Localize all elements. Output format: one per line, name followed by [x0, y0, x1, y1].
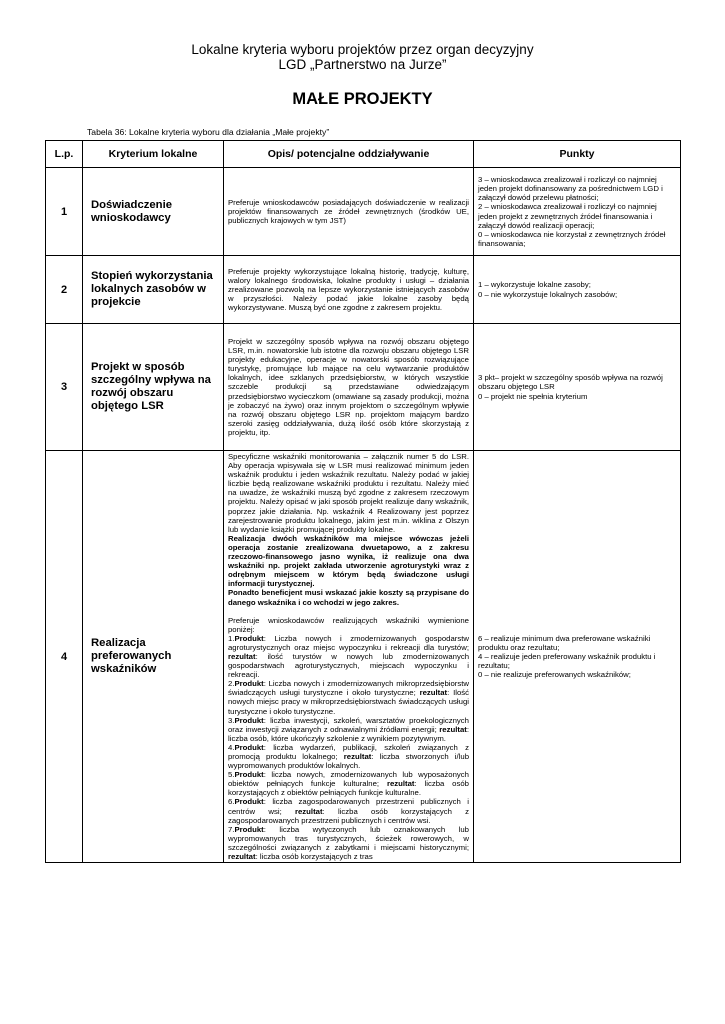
criterion-description: Projekt w szczególny sposób wpływa na rozwój obszaru objętego LSR, m.in. nowatorskie lub istotne dla rozwoju obszaru objętego LSR projekty edukacyjne, operacje w nowatorski sposób rozwiązujące turystykę, promujące lub mające na celu wytwarzanie produktów lokalnych, idee szklanych przedsiębiorstw, w których wszystkie szczeble produkcji są przedstawiane odwiedzającym przedsiębiorstwo wycieczkom (omawiane są zasady produkcji, można je zobaczyć na żywo) oraz innym projektom o szczególnym wpływie na rozwój obszaru objętego LSR np. projektom mającym bardzo szeroki zasięg oddziaływania, dużą ilość osób które skorzystają z projektu, itp.: [224, 324, 474, 451]
criterion-points: [474, 451, 681, 863]
criterion-name: Realizacja preferowanych wskaźników: [83, 451, 224, 863]
table-row: [46, 451, 681, 863]
indicator-rezultat-label: rezultat: [386, 779, 415, 789]
column-header-lp: L.p.: [46, 141, 83, 168]
points-line: 3 pkt– projekt w szczególny sposób wpływa na rozwój obszaru objętego LSR: [478, 373, 663, 392]
points-line: 0 – projekt nie spełnia kryterium: [478, 391, 588, 401]
points-line: 1 – wykorzystuje lokalne zasoby;: [478, 280, 591, 290]
indicator-list: [228, 634, 469, 861]
criterion-name: Doświadczenie wnioskodawcy: [83, 168, 224, 256]
indicator-rezultat-text: : liczba osób korzystających z tras: [255, 852, 373, 862]
page-title: MAŁE PROJEKTY: [292, 90, 433, 108]
points-line: 2 – wnioskodawca zrealizował i rozliczył co najmniej jeden projekt z zewnętrznych źródeł finansowania i załączył dowód realizacji operacji;: [478, 202, 657, 230]
indicator-produkt-label: Produkt: [234, 679, 264, 689]
points-line: 0 – nie realizuje preferowanych wskaźników;: [478, 670, 631, 680]
indicator-item: [228, 634, 469, 679]
indicator-rezultat-text: : liczba osób, które ukończyły szkolenie z wynikiem pozytywnym.: [228, 724, 469, 743]
indicator-produkt-text: : liczba wydarzeń, publikacji, szkoleń związanych z promocją produktu lokalnego;: [228, 742, 469, 761]
row-number: 2: [46, 256, 83, 324]
indicator-produkt-label: Produkt: [234, 797, 264, 807]
indicator-rezultat-text: : Ilość nowych miejsc pracy w mikroprzedsiębiorstwach świadczących usługi turystyczne i około turystyczne.: [228, 688, 469, 716]
indicator-produkt-label: Produkt: [234, 770, 264, 780]
document-header: [0, 42, 725, 72]
indicator-number: 3.: [228, 715, 235, 725]
criterion-description: Preferuje projekty wykorzystujące lokalną historię, tradycję, kulturę, walory lokalnego środowiska, lokalne produkty i usługi – działania zrealizowane pozwolą na lepsze wykorzystanie istniejących zasobów w przyszłości. Należy podać jakie lokalne zasoby będą wykorzystywane. Muszą być one zgodne z zakresem projektu.: [224, 256, 474, 324]
indicator-number: 2.: [228, 679, 235, 689]
indicator-produkt-label: Produkt: [234, 742, 264, 752]
points-line: 6 – realizuje minimum dwa preferowane wskaźniki produktu oraz rezultatu;: [478, 633, 651, 652]
indicator-number: 7.: [228, 824, 235, 834]
header-line-2: LGD „Partnerstwo na Jurze”: [278, 57, 447, 72]
column-header-kryterium: Kryterium lokalne: [83, 141, 224, 168]
table-header-row: [46, 141, 681, 168]
indicator-rezultat-text: : liczba osób korzystających z obiektów pełniących funkcje kulturalne.: [228, 779, 469, 798]
points-line: 0 – wnioskodawca nie korzystał z zewnętrznych źródeł finansowania;: [478, 229, 666, 248]
indicator-number: 4.: [228, 742, 235, 752]
indicator-rezultat-label: rezultat: [343, 752, 372, 761]
indicator-number: 6.: [228, 797, 235, 807]
criterion-points: [474, 324, 681, 451]
indicator-produkt-text: : Liczba nowych i zmodernizowanych gospodarstw agroturystycznych oraz miejsc wypoczynku i rekreacji dla turystów;: [228, 633, 469, 652]
column-header-opis: Opis/ potencjalne oddziaływanie: [224, 141, 474, 168]
indicator-item: [228, 716, 469, 743]
points-line: 4 – realizuje jeden preferowany wskaźnik produktu i rezultatu;: [478, 652, 656, 671]
indicator-produkt-text: : liczba wytyczonych lub oznakowanych lub wypromowanych tras turystycznych, ścieżek rowerowych, w szczególności związanych z zabytkami i miejscami historycznymi;: [228, 824, 469, 852]
description-bold-note: Realizacja dwóch wskaźników ma miejsce wówczas jeżeli operacja zostanie zrealizowana dwuetapowo, a z zakresu rzeczowo-finansowego jasno wynika, iż realizuje ona dwa wskaźniki np. projekt zakłada utworzenie agroturystyki wraz z odrębnym miejscem w którym będą świadczone usługi informacji turystycznej.: [228, 533, 469, 589]
indicator-produkt-text: : Liczba nowych i zmodernizowanych mikroprzedsiębiorstw świadczących usługi turystyczne i około turystyczne;: [228, 679, 469, 698]
description-intro: Specyficzne wskaźniki monitorowania – załącznik numer 5 do LSR. Aby operacja wpisywała się w LSR musi realizować minimum jeden wskaźnik produktu i jeden wskaźnik rezultatu. Należy podać w jakiej liczbie będą realizowane wskaźniki produktu i rezultatu. Należy mieć na uwadze, że wskaźniki muszą być zgodne z zakresem rzeczowym projektu. Należy opisać w jaki sposób projekt realizuje dany wskaźnik, poprzez jakie działania. Np. wskaźnik 4 Realizowany jest poprzez zarejestrowanie produktu lokalnego, jakim jest m.in. wiklina z Olszyn lub wydanie książki promującej produkty lokalne.: [228, 452, 469, 534]
points-line: 3 – wnioskodawca zrealizował i rozliczył co najmniej jeden projekt dofinansowany za pośrednictwem LGD i załączył dowód przelewu płatności;: [478, 175, 663, 203]
indicator-rezultat-text: : ilość turystów w nowych lub zmodernizowanych gospodarstwach agroturystycznych, miejscach wypoczynku i rekreacji.: [228, 651, 469, 680]
indicator-item: [228, 797, 469, 824]
indicator-item: [228, 743, 469, 770]
criterion-name: Projekt w sposób szczególny wpływa na rozwój obszaru objętego LSR: [83, 324, 224, 451]
row-number: 1: [46, 168, 83, 256]
indicator-produkt-text: : liczba nowych, zmodernizowanych lub wyposażonych obiektów pełniących funkcje kulturalne;: [228, 770, 469, 789]
row-number: 3: [46, 324, 83, 451]
indicator-rezultat-label: rezultat: [228, 852, 256, 862]
indicator-produkt-text: : liczba inwestycji, szkoleń, warsztatów proekologicznych oraz inwestycji związanych z odnawialnymi źródłami energii;: [228, 715, 469, 734]
table-row: [46, 256, 681, 324]
indicator-item: [228, 679, 469, 715]
indicator-produkt-label: Produkt: [234, 633, 264, 643]
header-line-1: Lokalne kryteria wyboru projektów przez organ decyzyjny: [191, 42, 534, 57]
criterion-name: Stopień wykorzystania lokalnych zasobów w projekcie: [83, 256, 224, 324]
indicator-rezultat-text: : liczba osób korzystających z zagospodarowanych przestrzeni publicznych i centrów wsi.: [228, 806, 469, 825]
indicator-rezultat-label: rezultat: [294, 806, 323, 816]
table-row: [46, 168, 681, 256]
description-bold-note: Ponadto beneficjent musi wskazać jakie koszty są przypisane do danego wskaźnika i co wchodzi w jego zakres.: [228, 588, 469, 607]
indicator-rezultat-label: rezultat: [419, 688, 448, 698]
criterion-description: [224, 451, 474, 863]
indicator-rezultat-label: rezultat: [439, 724, 467, 734]
indicator-rezultat-label: rezultat: [228, 651, 256, 661]
indicator-item: [228, 770, 469, 797]
criterion-points: [474, 256, 681, 324]
indicator-produkt-label: Produkt: [234, 824, 264, 834]
table-caption: Tabela 36: Lokalne kryteria wyboru dla działania „Małe projekty”: [87, 127, 330, 137]
criterion-description: Preferuje wnioskodawców posiadających doświadczenie w realizacji projektów finansowanych ze źródeł zewnętrznych (środków UE, publicznych krajowych w tym JST): [224, 168, 474, 256]
indicator-produkt-label: Produkt: [234, 715, 264, 725]
indicator-produkt-text: : liczba zagospodarowanych przestrzeni publicznych i centrów wsi;: [228, 797, 469, 816]
criterion-points: [474, 168, 681, 256]
indicator-number: 5.: [228, 770, 235, 780]
criteria-table: [45, 140, 681, 863]
indicator-item: [228, 825, 469, 861]
description-preference: Preferuje wnioskodawców realizujących wskaźniki wymienione poniżej:: [228, 615, 469, 634]
points-line: 0 – nie wykorzystuje lokalnych zasobów;: [478, 289, 618, 299]
indicator-rezultat-text: : liczba stworzonych i/lub wypromowanych produktów lokalnych.: [228, 752, 470, 771]
indicator-number: 1.: [228, 633, 235, 643]
column-header-punkty: Punkty: [474, 141, 681, 168]
row-number: 4: [46, 451, 83, 863]
table-row: [46, 324, 681, 451]
